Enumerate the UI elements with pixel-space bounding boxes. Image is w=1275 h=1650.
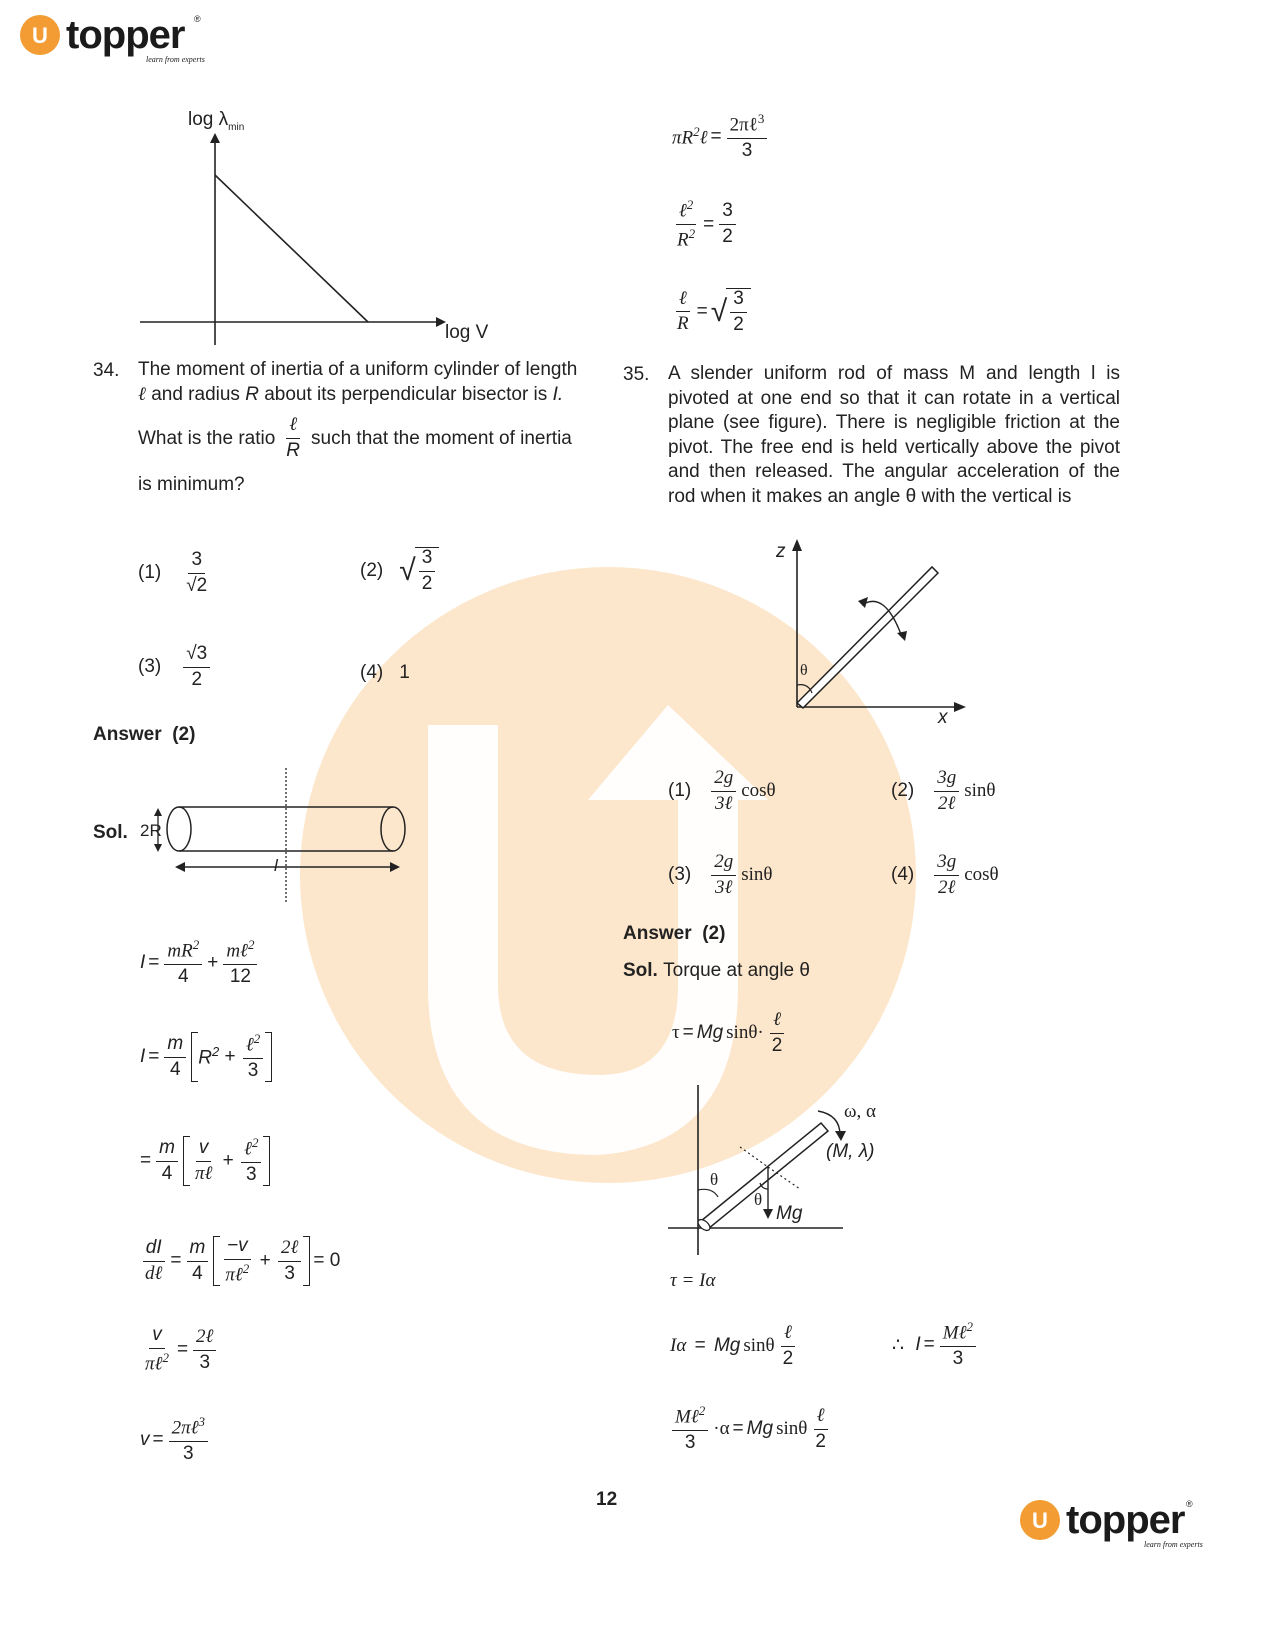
- z-axis-label: z: [776, 541, 786, 562]
- y-axis-label: log λ: [188, 109, 229, 130]
- q34-line4: is minimum?: [138, 473, 245, 495]
- q34-ratio-post: such that the moment of inertia: [311, 427, 572, 449]
- q34-option-4[interactable]: (4) 1: [360, 662, 410, 683]
- q34-answer: Answer (2): [93, 724, 196, 745]
- sol35-eq-final: $\frac{M\ell^2}{3}$ ·α = Mg sinθ $\frac{\text{ℓ}}{2}$: [670, 1404, 831, 1454]
- brand-logo-top: [18, 10, 218, 70]
- eq-volume: $\pi R^2\ell$ = $\frac{2\pi\ell^3}{3}$: [672, 112, 769, 162]
- svg-text:topper: topper: [66, 13, 185, 57]
- q34-line2-mid: and radius: [151, 384, 240, 405]
- x-axis-label: log V: [445, 322, 489, 343]
- q35-option-4[interactable]: (4) $\frac{3g}{\text{2ℓ}}$ cosθ: [891, 851, 999, 898]
- q34-option-1[interactable]: (1) $\frac{3}{√2}$: [138, 549, 208, 596]
- q34-sol-label: Sol.: [93, 822, 128, 843]
- sol34-eq2: I = $\frac{m}{4}$ $R^2$ + $\frac{\ell^2}{3}$: [140, 1032, 272, 1082]
- q34-line1: The moment of inertia of a uniform cylinder of length: [138, 359, 578, 380]
- q34-option-3[interactable]: (3) $\frac{√3}{2}$: [138, 644, 212, 691]
- sol35-eq-I: ∴ I = $\frac{M\ell^2}{3}$: [892, 1320, 978, 1370]
- q34-line2-end: about its perpendicular bisector is: [264, 384, 548, 405]
- omega-alpha-label: ω, α: [844, 1101, 876, 1122]
- q34-text: The moment of inertia of a uniform cylinder of length ℓ and radius R about its perpendicular bisector is I. What is the ratio $\frac{\text{ℓ}}{R}$ such that the moment of inertia is minimum?: [138, 357, 590, 497]
- mass-label: (M, λ): [826, 1141, 875, 1162]
- q35-option-3[interactable]: (3) $\frac{2g}{\text{3ℓ}}$ sinθ: [668, 851, 773, 898]
- sol35-torque-eq: τ = Mg sinθ· $\frac{\text{ℓ}}{2}$: [672, 1009, 783, 1056]
- svg-text:U: U: [32, 23, 48, 48]
- sol35-eq-ialpha: Iα = Mg sinθ $\frac{\text{ℓ}}{2}$: [670, 1322, 794, 1369]
- q34-option-2[interactable]: (2) √ $\frac{3}{2}$: [360, 547, 439, 595]
- q34-number: 34.: [93, 360, 120, 381]
- q35-option-1[interactable]: (1) $\frac{2g}{\text{3ℓ}}$ cosθ: [668, 767, 776, 814]
- radius-label: 2R: [140, 821, 162, 840]
- svg-text:learn from experts: learn from experts: [1144, 1540, 1203, 1549]
- q35-torque-figure: [668, 1085, 898, 1260]
- mg-label: Mg: [776, 1203, 803, 1224]
- sol34-eq1: I = $\frac{mR^2}{4}$ + $\frac{m\ell^2}{12}$: [140, 938, 259, 988]
- cylinder-figure: [136, 766, 416, 906]
- svg-text:learn from experts: learn from experts: [146, 55, 205, 64]
- sol35-tau-eq: τ = Iα: [670, 1270, 716, 1291]
- svg-text:®: ®: [194, 14, 201, 24]
- sol34-eq4: $\frac{dI}{\text{dℓ}}$ = $\frac{m}{4}$ $\frac{-v}{\pi\ell^2}$ + $\frac{\text{2ℓ}}{3}$ = 0: [140, 1236, 340, 1286]
- svg-text:U: U: [1032, 1508, 1048, 1533]
- theta1-label: θ: [710, 1170, 719, 1189]
- length-label: l: [274, 856, 278, 875]
- x-axis-label-q35: x: [938, 707, 948, 728]
- q34-ratio-pre: What is the ratio: [138, 427, 276, 449]
- page-number: 12: [596, 1489, 618, 1510]
- y-axis-subscript: min: [228, 121, 245, 133]
- q35-sol: Sol. Torque at angle θ: [623, 960, 810, 981]
- sol34-eq5: $\frac{v}{\pi\ell^2}$ = $\frac{\text{2ℓ}}{3}$: [140, 1325, 218, 1375]
- sol34-eq3: = $\frac{m}{4}$ $\frac{v}{\text{πℓ}}$ + $\frac{\ell^2}{3}$: [140, 1136, 270, 1186]
- eq-ratio-squared: $\frac{\ell^2}{R^2}$ = $\frac{3}{2}$: [672, 198, 738, 251]
- graph-lambda-vs-v: [138, 100, 538, 350]
- sol34-eq6: v = $\frac{2\pi\ell^3}{3}$: [140, 1415, 210, 1465]
- svg-text:®: ®: [1186, 1499, 1193, 1509]
- q35-answer: Answer (2): [623, 923, 726, 944]
- eq-ratio-result: $\frac{\text{ℓ}}{R}$ = √ $\frac{3}{2}$: [672, 288, 751, 336]
- q35-number: 35.: [623, 364, 650, 385]
- theta-label: θ: [800, 662, 808, 679]
- q35-text: A slender uniform rod of mass M and length l is pivoted at one end so that it can rotate in a vertical plane (see figure). There is negligible friction at the pivot. The free end is held vertically above the pivot and then released. The angular acceleration of the rod when it makes an angle θ with the vertical is: [668, 363, 1120, 507]
- theta2-label: θ: [754, 1190, 763, 1209]
- q35-option-2[interactable]: (2) $\frac{3g}{\text{2ℓ}}$ sinθ: [891, 767, 996, 814]
- brand-logo-bottom: [1018, 1493, 1218, 1553]
- q35-rod-figure: [770, 535, 980, 730]
- svg-text:topper: topper: [1066, 1498, 1185, 1542]
